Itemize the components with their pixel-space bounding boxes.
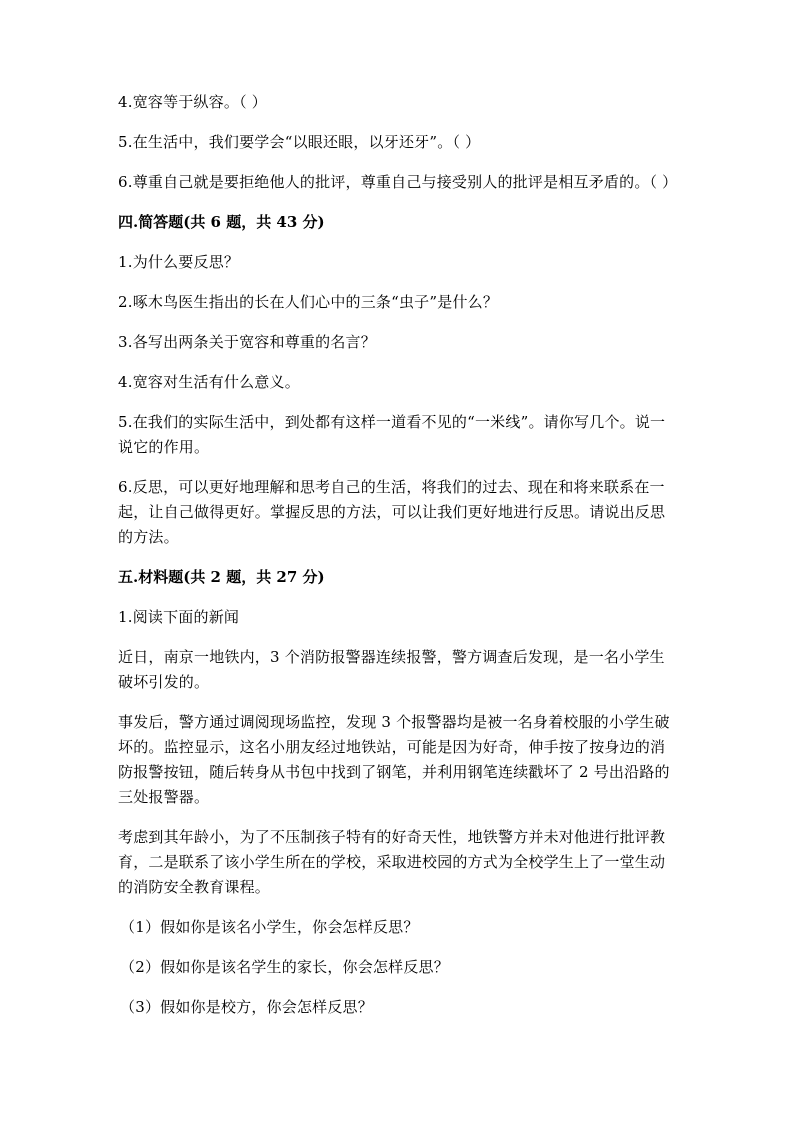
section-title-material: 五.材料题(共 2 题，共 27 分) [118, 568, 325, 586]
short-answer-item-2: 2.啄木鸟医生指出的长在人们心中的三条“虫子”是什么？ [118, 293, 499, 311]
short-answer-item-1: 1.为什么要反思？ [118, 253, 240, 271]
short-answer-item-4: 4.宽容对生活有什么意义。 [118, 373, 300, 391]
material-question-2: （2）假如你是该名学生的家长，你会怎样反思？ [120, 958, 449, 976]
short-answer-item-3: 3.各写出两条关于宽容和尊重的名言？ [118, 333, 376, 351]
short-answer-item-5: 5.在我们的实际生活中，到处都有这样一道看不见的“一米线”。请你写几个。说一说它的作用。 [118, 413, 666, 456]
section-title-short-answer: 四.简答题(共 6 题，共 43 分) [118, 213, 325, 231]
short-answer-item-6: 6.反思，可以更好地理解和思考自己的生活，将我们的过去、现在和将来联系在一起，让自己做得更好。掌握反思的方法，可以让我们更好地进行反思。请说出反思的方法。 [118, 478, 666, 546]
judge-item-4: 4.宽容等于纵容。（ ） [118, 93, 267, 111]
news-paragraph-1: 近日，南京一地铁内，3 个消防报警器连续报警，警方调查后发现，是一名小学生破坏引发的。 [118, 648, 665, 691]
judge-item-6: 6.尊重自己就是要拒绝他人的批评，尊重自己与接受别人的批评是相互矛盾的。（ ） [118, 173, 678, 191]
exam-page [118, 90, 678, 1020]
news-paragraph-2: 事发后，警方通过调阅现场监控，发现 3 个报警器均是被一名身着校服的小学生破坏的。监控显示，这名小朋友经过地铁站，可能是因为好奇，伸手按了按身边的消防报警按钮，随后转身从书包中找到了钢笔，并利用钢笔连续戳坏了 2 号出沿路的三处报警器。 [118, 713, 670, 806]
news-paragraph-3: 考虑到其年龄小，为了不压制孩子特有的好奇天性，地铁警方并未对他进行批评教育，二是联系了该小学生所在的学校，采取进校园的方式为全校学生上了一堂生动的消防安全教育课程。 [118, 828, 666, 896]
material-question-3: （3）假如你是校方，你会怎样反思？ [120, 998, 373, 1016]
material-item-1: 1.阅读下面的新闻 [118, 608, 240, 626]
judge-item-5: 5.在生活中，我们要学会“以眼还眼，以牙还牙”。（ ） [118, 133, 481, 151]
material-question-1: （1）假如你是该名小学生，你会怎样反思？ [120, 918, 419, 936]
